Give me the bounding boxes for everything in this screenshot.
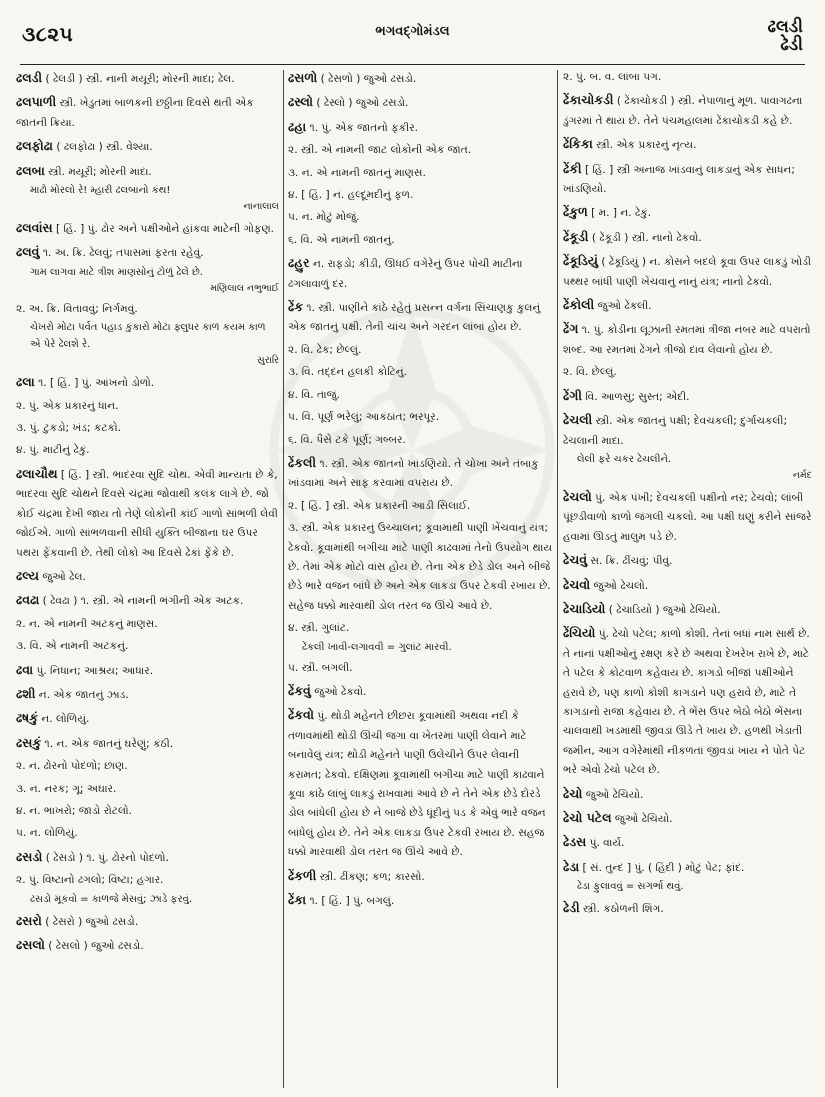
definition-text: ( ઢેચાડિયો ) જુઓ ઢેચિયો. [605, 603, 721, 616]
dictionary-entry [288, 297, 553, 338]
dictionary-entry [563, 159, 812, 200]
definition-text: ૨. પું. બ. વ. લાંબા પગ. [563, 71, 662, 83]
dictionary-entry [16, 871, 279, 907]
example-quote: ઢેડા ફુલાવવું = સગર્ભા થવું. [577, 881, 684, 893]
headword: ઢેચો [563, 785, 583, 801]
headword: ઢલબા [16, 162, 45, 178]
example-quote: ઢેંકલી ખાવી-લગાવવી = ગુલાંટ મારવી. [302, 641, 452, 653]
headword: ઢેચવો [563, 576, 591, 592]
definition-text: ૪. [ હિં. ] ન. હલ્દૂમદીનું ફળ. [288, 189, 414, 202]
dictionary-entry [288, 231, 553, 250]
definition-text: ૪. વિ. તાજું. [288, 388, 341, 401]
definition-text: ( ઢેલડી ) સ્ત્રી. નાની મયૂરી; મોરની માદા; ઢેલ. [42, 73, 235, 85]
headword: ઢેડસ [563, 834, 587, 850]
dictionary-entry [288, 117, 553, 138]
quote-author: સુરારિ [257, 355, 279, 367]
definition-text: ૧. પું. એક જાતનો ફકીર. [306, 121, 419, 134]
dictionary-entry [16, 590, 279, 611]
guide-words [768, 18, 804, 54]
headword: ઢસલો [16, 937, 45, 952]
definition-text: [ સં. તુન્દ ] પું. ( હિંદી ) મોટું પેટ; ફાંદ. [579, 861, 745, 874]
definition-text: સ્ત્રી. એક જાતનું પક્ષી; દેવચકલી; દુર્ગાચકલી; ઢેચલાની માદા. [563, 415, 788, 447]
dictionary-entry [16, 780, 279, 799]
dictionary-entry [563, 599, 812, 620]
headword: ઢેંકિકા [563, 136, 593, 152]
dictionary-entry [563, 410, 812, 484]
dictionary-entry [563, 295, 812, 316]
definition-text: ૪. સ્ત્રી. ગુલાંટ. [288, 622, 350, 635]
example-quote: ચેખરો મોટા પર્વત પહાડ કુંકારો મોટા ફ્લુધર કાળ કયમ કાળ એ પેરે ઢેલશે રે. [30, 322, 266, 351]
headword: ઢેડી [563, 900, 580, 916]
dictionary-entry [16, 935, 279, 956]
example-quote: લેલી ફરે ચકર ઢેચલીને. [577, 453, 672, 465]
dictionary-entry [563, 550, 812, 571]
dictionary-entry [563, 784, 812, 805]
definition-text: ૩. વિ. એ નામની અટકનું. [16, 640, 129, 653]
definition-text: ૧. અ. ક્રિ. ઢેલવું; તપાસમાં ફરતા રહેવું. [39, 247, 204, 260]
definition-text: ૨. ન. ઢોરનો પોદળો; છાણ. [16, 760, 128, 773]
definition-text: પું. નિધાન; આશ્રય; આધાર. [33, 664, 154, 677]
dictionary-entry [16, 441, 279, 460]
definition-text: ૧. પું. કોડીના લૂઝાની રમતમાં ત્રીજા નંબર માટે વપરાતો શબ્દ. આ રમતમાં ઢેંગને ત્રીજો દાવ લેવાનો હોય છે. [563, 324, 811, 356]
dictionary-entry [563, 575, 812, 596]
dictionary-entry [16, 161, 279, 215]
dictionary-entry [563, 319, 812, 360]
headword: ઢેંચિયો [563, 625, 596, 641]
headword: ઢસડો [16, 848, 43, 864]
definition-text: ( ઢેસરો ) જુઓ ઢસડો. [41, 915, 139, 928]
example-quote: માઢો મોરલો રે! મ્હારી ઢલબાનો કંથ! [30, 185, 171, 197]
definition-text: ( ઢેસળો ) જુઓ ઢસડો. [317, 73, 417, 85]
definition-text: ૪. ન. ભાખરો; જાડો રોટલો. [16, 804, 133, 817]
headword: ઢહા [288, 118, 307, 134]
dictionary-entry [288, 890, 553, 911]
definition-text: સ્ત્રી. ખેડુતમાં બાળકની છઠ્ઠીના દિવસે થતી એક જાતની ક્રિયા. [16, 97, 254, 129]
headword: ઢેંગી [563, 387, 582, 403]
dictionary-entry [16, 824, 279, 843]
headword: ઢવઢા [16, 592, 40, 608]
definition-text: ૩. સ્ત્રી. એક પ્રકારનું ઉચ્ચાલન; કૂવામાંથી પાણી ખેંચવાનું યંત્ર; ઢેકવો. કૂવામાંથી બગીચા માટે પાણી કાઢવામાં તેનો ઉપયોગ થાય છે. તેમાં એક મોટો વાંસ હોય છે. તેના એક છેડે ડોલ અને બીજે છેડે ભારે વજન બાંધે છે અને એક લાકડા ઉપર ટેકવી રખાય છે. સહેજ ધક્કો મારવાથી ડોલ તરત જ ઊંચે આવે છે. [288, 522, 553, 612]
dictionary-entry [288, 659, 553, 678]
definition-text: ૧. ન. એક જાતનું ઘરેણું; કંઠી. [41, 737, 174, 750]
dictionary-entry [288, 341, 553, 360]
dictionary-entry [288, 68, 553, 89]
definition-text: ૨. અ. ક્રિ. વિતાવવું; નિર્ગમવું. [16, 302, 138, 315]
headword: ઢલપાળી [16, 94, 57, 110]
dictionary-entry [288, 431, 553, 450]
example-quote: ગામ લાગવા માટે ત્રીશ માણસોનું ટોળું ઢેલે છે. [30, 266, 203, 278]
dictionary-entry [563, 363, 812, 382]
definition-text: સ. ક્રિ. ઢીંચવું; પીવું. [587, 555, 673, 568]
dictionary-entry [16, 660, 279, 681]
dictionary-columns [16, 68, 812, 1090]
headword: ઢેંકવો [288, 707, 314, 723]
headword: ઢેંકવું [288, 682, 311, 698]
definition-text: [ મ. ] ન. ઢેકું. [587, 207, 652, 220]
definition-text: ૪. પું. માટીનું ઢેકું. [16, 444, 90, 457]
definition-text: ૧. [ હિં. ] પું. બગલું. [306, 895, 395, 908]
dictionary-entry [563, 386, 812, 407]
dictionary-entry [16, 708, 279, 729]
page-header [0, 0, 825, 60]
definition-text: ( ઢેંકાચોકડી ) સ્ત્રી. નેપાળાનું મૂળ. પાવાગઢના ડુંગરમાં તે થાય છે. તેને પંચમહાલમાં ઢેંકાચોકડી કહે છે. [563, 95, 803, 127]
dictionary-entry [288, 253, 553, 294]
headword: ઢવા [16, 661, 34, 677]
definition-text: સ્ત્રી. એક પ્રકારનું નૃત્ય. [592, 139, 697, 152]
definition-text: ( ઢલફોઢા ) સ્ત્રી. વેશ્યા. [53, 141, 153, 154]
definition-text: પું. વાર્ય. [586, 837, 625, 850]
dictionary-entry [16, 136, 279, 157]
dictionary-entry [563, 832, 812, 853]
headword: ઢલફોઢા [16, 138, 53, 154]
definition-text: ( ઢેંકૂડી ) સ્ત્રી. નાનો ઢેકવો. [588, 231, 702, 244]
dictionary-entry [288, 453, 553, 494]
definition-text: ( ઢેસ્લો ) જુઓ ઢસડો. [312, 97, 409, 110]
headword: ઢસકું [16, 734, 42, 750]
headword: ઢલવાંસ [16, 220, 53, 236]
dictionary-entry [16, 300, 279, 369]
dictionary-entry [563, 202, 812, 223]
header-rule [20, 64, 805, 65]
headword: ઢેંકુળ [563, 204, 588, 220]
dictionary-entry [16, 464, 279, 563]
dictionary-entry [288, 705, 553, 862]
dictionary-entry [288, 681, 553, 702]
headword: ઢેંકા [288, 892, 307, 908]
definition-text: સ્ત્રી. મયૂરી; મોરની માદા. [44, 165, 152, 178]
headword: ઢલ્ય [16, 567, 39, 583]
dictionary-entry [563, 857, 812, 895]
dictionary-entry [16, 637, 279, 656]
dictionary-entry [563, 487, 812, 547]
headword: ઢલડી [16, 70, 43, 85]
dictionary-entry [563, 227, 812, 248]
definition-text: ૬. વિ. પૈસે ટકે પૂર્ણ; ગબ્બર. [288, 433, 406, 446]
definition-text: [ હિં. ] પું. ઢોર અને પક્ષીઓને હાંકવા માટેની ગોફણ. [52, 223, 275, 236]
headword: ઢલવું [16, 244, 40, 260]
dictionary-entry [16, 242, 279, 296]
guide-word-first: ઢલડી [767, 17, 803, 37]
headword: ઢેંકોલી [563, 297, 595, 313]
definition-text: ૨. પું. વિષ્ટાનો ઢગલો; વિષ્ટા; હગાર. [16, 874, 164, 887]
dictionary-entry [16, 911, 279, 932]
headword: ઢેંગ [563, 321, 579, 337]
dictionary-entry [288, 408, 553, 427]
headword: ઢેંક [288, 299, 304, 315]
headword: ઢેંકલી [288, 454, 317, 470]
dictionary-entry [288, 619, 553, 655]
definition-text: ૫. ન. લોળિયું. [16, 827, 78, 840]
headword: ઢસ્લો [288, 94, 313, 110]
dictionary-entry [16, 615, 279, 634]
headword: ઢેંકળી [288, 867, 317, 883]
headword: ઢહુર [288, 255, 310, 271]
definition-text: ૧. સ્ત્રી. પાણીને કાંઠે રહેતું પ્રસન્ન વર્ગના સિંચાણકુ કુલનું એક જાતનું પક્ષી. તેની ચાંચ અને ગરદન લાંબાં હોય છે. [288, 302, 541, 334]
definition-text: [ હિં. ] સ્ત્રી અનાજ ખાંડવાનું લાકડાનું એક સાધન; ખાંડણિયો. [563, 163, 795, 196]
dictionary-entry [16, 68, 279, 89]
dictionary-entry [16, 92, 279, 133]
dictionary-entry [563, 134, 812, 155]
headword: ઢેચવું [563, 552, 588, 568]
page-title: ભગવદ્ગોમંડલ [375, 24, 450, 39]
headword: ઢેંકૂડી [563, 228, 589, 244]
definition-text: ૩. વિ. તદ્દન હલકી કોટિનું. [288, 366, 408, 379]
quote-author: નર્મદ [792, 469, 812, 481]
definition-text: ન. એક જાતનું ઝાડ. [35, 688, 129, 701]
column-2 [288, 68, 553, 1090]
definition-text: પું. થોડી મહેનતે છીછરા કૂવામાંથી અથવા નદી કે તળાવમાંથી થોડી ઊંચી જગા વા ખેતરમાં પાણી લેવાને માટે બનાવેલું યંત્ર; થોડી મહેનતે પાણી ઉલેચીને ઉપર લેવાની કરામત; ઢેકવો. દક્ષિણમાં કૂવામાંથી બગીચા માટે પાણી કાઢવાને કૂવા કાંઠે લાંબું લાકડું રાખવામાં આવે છે ને તેને એક છેડે દોરડે ડોલ બાંધેલી હોય છે ને બાજે છેડે ધૂંદીનું પડ કે એવું ભારે વજન બાંધેલું હોય છે. તેને એક લાકડા ઉપર ટેકવી રખાય છે. સહજ ધક્કો મારવાથી ડોલ તરત જ ઊંચે આવે છે. [288, 710, 546, 859]
definition-text: ૨. ન. એ નામની અટકનું માણસ. [16, 617, 158, 630]
dictionary-entry [16, 566, 279, 587]
headword: ઢલા [16, 374, 35, 390]
definition-text: ( ઢેસડો ) ૧. પું. ઢોરનો પોદળો. [42, 851, 169, 864]
dictionary-entry [16, 397, 279, 416]
headword: ઢેચલી [563, 412, 593, 428]
dictionary-entry [16, 372, 279, 393]
quote-author: નાનાલાલ [243, 201, 279, 213]
definition-text: ૩. ન. નરક; ગૂ; અઘાર. [16, 782, 117, 795]
dictionary-entry [288, 386, 553, 405]
dictionary-entry [16, 419, 279, 438]
headword: ઢસળો [288, 70, 318, 85]
headword: ઢેચાડિયો [563, 600, 606, 616]
headword: ઢેડા [563, 858, 580, 874]
definition-text: [ હિં. ] સ્ત્રી. ભાદરવા સુદિ ચોથ. એવી માન્યતા છે કે, ભાદરવા સુદિ ચોથને દિવસે ચંદ્રમાં જોવાથી કલંક લાગે છે. જો કોઈ ચંદ્રમા દેખી જાય તો તેણે લોકોની કાંઈ ગાળો સાંભળી લેવી જોઈએ. ગાળો સાંભળવાની સીધી યુક્તિ બીજાના ઘર ઉપર પથરા ફેંકવાની છે. તેથી લોકો આ દિવસે ઢેકાં ફેંકે છે. [16, 468, 278, 559]
definition-text: ૨. વિ. ઢેક; છેલ્લું. [288, 343, 362, 356]
definition-text: ૨. [ હિં. ] સ્ત્રી. એક પ્રકારની આડી સિલાઈ. [288, 499, 471, 512]
dictionary-entry [16, 802, 279, 821]
dictionary-entry [16, 684, 279, 705]
headword: ઢેચલો [563, 488, 592, 504]
column-3 [563, 68, 812, 1090]
definition-text: ( ઢેસલો ) જુઓ ઢસડો. [44, 940, 144, 952]
definition-text: ૫. ન. મોટું મોજું. [288, 211, 360, 224]
definition-text: જુઓ ઢેંકલી. [594, 300, 652, 313]
headword: ઢશી [16, 685, 36, 701]
dictionary-entry [563, 251, 812, 292]
headword: ઢેંકાચોકડી [563, 92, 614, 108]
definition-text: સ્ત્રી. કઠોળની શિંગ. [579, 903, 664, 916]
definition-text: ૨. વિ. છેલ્લું. [563, 366, 617, 379]
dictionary-entry [16, 847, 279, 868]
headword: ઢેંકી [563, 160, 582, 176]
dictionary-entry [563, 90, 812, 131]
dictionary-entry [563, 898, 812, 919]
definition-text: જુઓ ઢેચિયો. [582, 788, 644, 801]
dictionary-entry [288, 186, 553, 205]
dictionary-entry [16, 757, 279, 776]
definition-text: ( ઢેંકૂડિયું ) ન. કોસને બદલે કૂવા ઉપર લાકડું ખોડી પથ્થર બાંધી પાણી ખેંચવાનું નાનું યંત્ર; નાનો ઢેકવો. [563, 256, 811, 288]
dictionary-entry [563, 623, 812, 780]
definition-text: ૬. વિ. એ નામની જાતનું. [288, 233, 395, 246]
definition-text: ૨. સ્ત્રી. એ નામની જાટ લોકોની એક જાત. [288, 144, 472, 157]
dictionary-entry [288, 141, 553, 160]
definition-text: જુઓ ઢેચલો. [590, 579, 649, 592]
dictionary-entry [288, 92, 553, 113]
headword: ઢષકું [16, 710, 39, 726]
dictionary-entry [563, 68, 812, 87]
page-number: ૩૮૨૫ [22, 22, 74, 46]
definition-text: ( ઢેવઢા ) ૧. સ્ત્રી. એ નામની ભંગીની એક અટક. [39, 595, 244, 608]
headword: ઢલાચૌથ [16, 465, 58, 481]
guide-word-last: ઢેડી [780, 35, 803, 55]
example-quote: ઢસડો મૂકવો = કાળજે મેસવું; ઝાડે ફરવું. [30, 893, 193, 905]
dictionary-entry [288, 164, 553, 183]
definition-text: પું. ઢેચો પટેલ; કાળો કોશી. તેનાં બધાં નામ સાર્થ છે. તે નાનાં પક્ષીઓનું રક્ષણ કરે છે અથવા દેખરેખ રાખે છે, માટે તે પટેલ કે કોટવાળ કહેવાય છે. કાગડો બીજાં પક્ષીઓને હરાવે છે, પણ કાળો કોશી કાગડાને પણ હરાવે છે, માટે તે કાગડાનો રાજા કહેવાય છે. તે ભેંસ ઉપર બેઠો બેઠો ભેંસના ચાલવાથી ખડમાંથી જીવડાં ઊડે તે ખાય છે. હળથી ખેડાતી જમીન, આગ વગેરેમાંથી નીકળતાં જીવડાં ખાય ને પોતે પેટ ભરે એવો ઢેચો પટેલ છે. [563, 628, 810, 777]
dictionary-entry [288, 866, 553, 887]
definition-text: ૩. પું. ટુકડો; ખંડ; કટકો. [16, 422, 122, 435]
dictionary-entry [288, 363, 553, 382]
definition-text: સ્ત્રી. ઢીંકણ; કળ; કારસો. [316, 870, 425, 883]
dictionary-entry [563, 808, 812, 829]
column-1 [16, 68, 279, 1090]
definition-text: જુઓ ઢેકવો. [310, 685, 367, 698]
definition-text: ૩. ન. એ નામની જાતનું માણસ. [288, 166, 426, 179]
definition-text: ૨. પું. એક પ્રકારનું ધાન. [16, 399, 119, 412]
dictionary-entry [16, 733, 279, 754]
definition-text: ૧. [ હિં. ] પું. આંખનો ડોળો. [34, 377, 155, 390]
headword: ઢસરો [16, 912, 42, 928]
dictionary-entry [16, 218, 279, 239]
definition-text: ૫. સ્ત્રી. બગલી. [288, 661, 353, 674]
dictionary-entry [288, 208, 553, 227]
quote-author: મણિલાલ નભુભાઈ [210, 282, 279, 294]
definition-text: વિ. આળસુ; સુસ્ત; એદી. [581, 390, 690, 403]
definition-text: ૫. વિ. પૂર્ણ ભરેલું; આકંઠાંત; ભરપૂર. [288, 411, 440, 424]
definition-text: ૧. સ્ત્રી. એક જાતનો ખાંડણિયો. તે ચોખા અને તંબાકુ ખાંડવામાં અને સાફ કરવામાં વપરાય છે. [288, 457, 539, 490]
definition-text: ન. લોળિયું. [38, 713, 90, 726]
headword: ઢેંકૂડિયું [563, 253, 598, 269]
dictionary-entry [288, 519, 553, 616]
definition-text: ન. રાફડો; કીડી, ઊધઈ વગેરેનું ઉપર પોચી માટીના ઢગલાવાળું દર. [288, 258, 523, 290]
dictionary-entry [288, 497, 553, 516]
definition-text: જુઓ ઢેલ. [38, 570, 86, 583]
definition-text: પું. એક પંખી; દેવચકલી પક્ષીનો નર; ઢેચવો; લાંબી પૂંછડીવાળો કાળો જંગલી ચકલો. આ પક્ષી ઘણું કરીને સાંજરે હવામાં ઊડતું માલુમ પડે છે. [563, 491, 812, 543]
definition-text: જુઓ ઢેચિયો. [611, 813, 673, 825]
headword: ઢેચો પટેલ [563, 810, 612, 825]
